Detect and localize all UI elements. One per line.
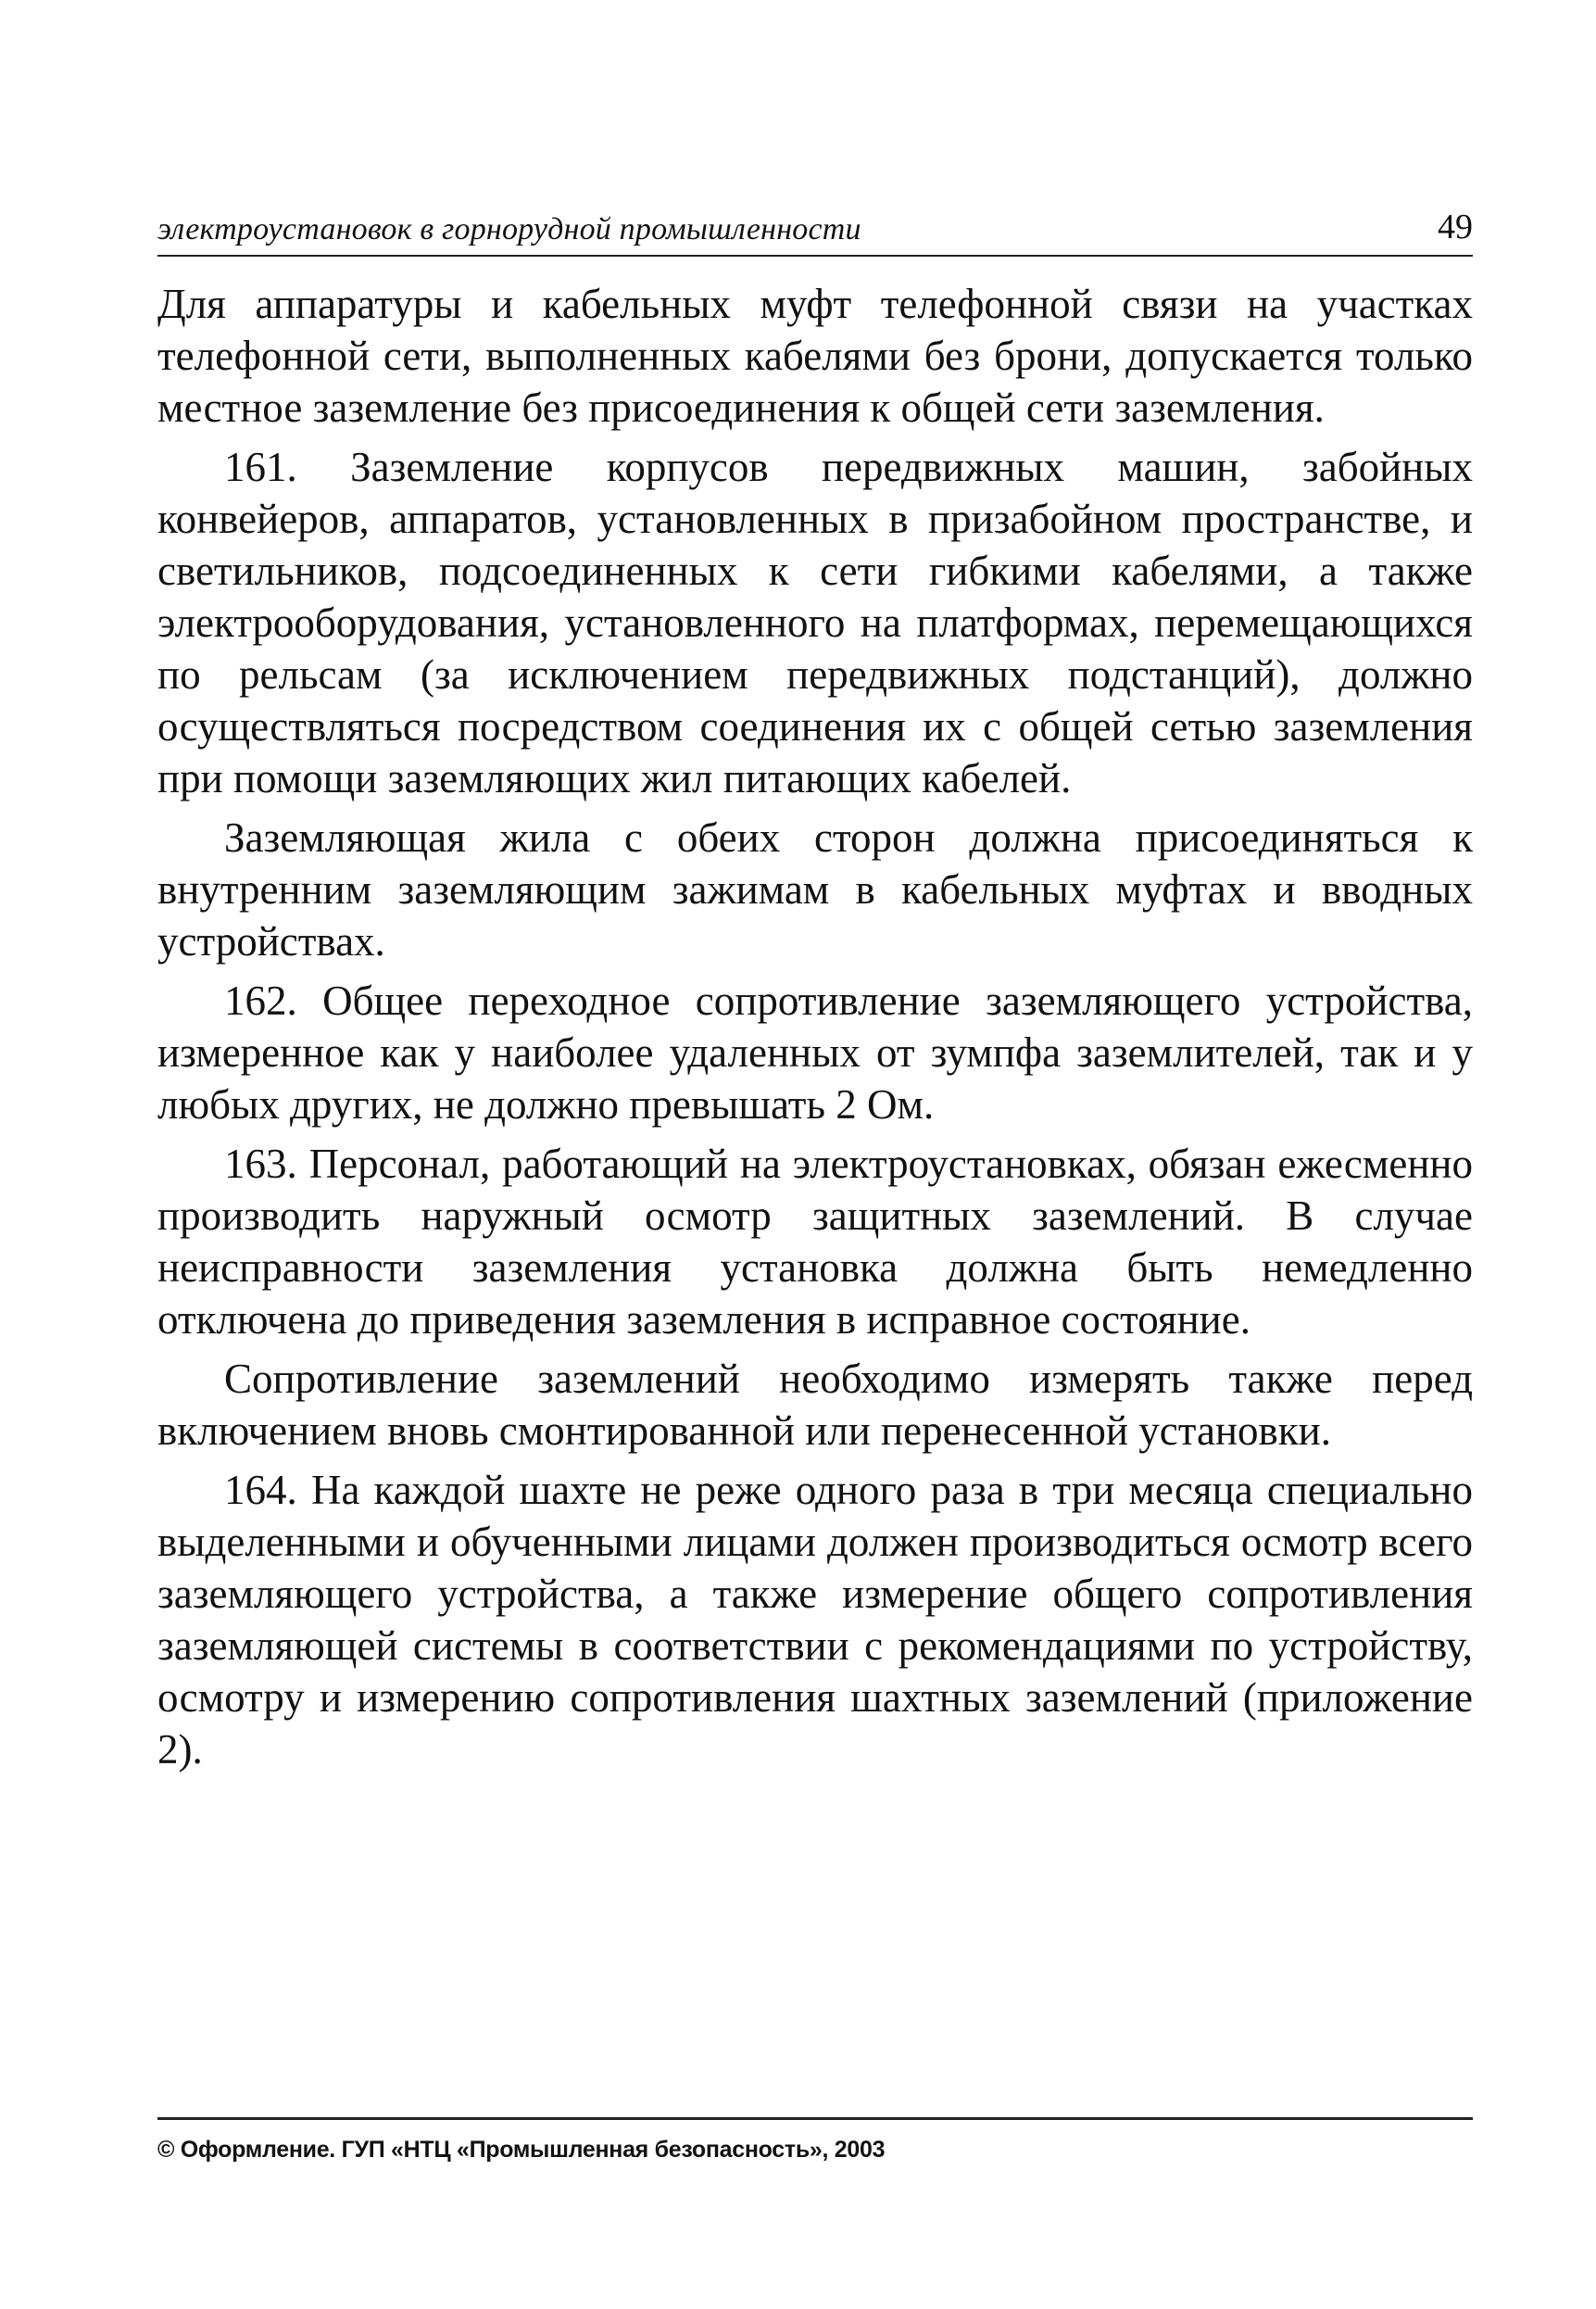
footer-divider bbox=[157, 2117, 1473, 2120]
paragraph-resistance-measurement: Сопротивление заземлений необходимо измерять также перед включением вновь смонтированной или перенесенной установки. bbox=[157, 1356, 1473, 1454]
paragraph-item-163: 163. Персонал, работающий на электроустановках, обязан ежесменно производить наружный осмотр защитных заземлений. В случае неисправности заземления установка должна быть немедленно отключена до приведения заземления в исправное состояние. bbox=[157, 1141, 1473, 1343]
body-text bbox=[157, 278, 1473, 1775]
running-title: электроустановок в горнорудной промышленности bbox=[157, 212, 861, 246]
paragraph-telephone-grounding: Для аппаратуры и кабельных муфт телефонной связи на участках телефонной сети, выполненных кабелями без брони, допускается только местное заземление без присоединения к общей сети заземления. bbox=[157, 281, 1473, 431]
paragraph-item-162: 162. Общее переходное сопротивление заземляющего устройства, измеренное как у наиболее удаленных от зумпфа заземлителей, так и у любых других, не должно превышать 2 Ом. bbox=[157, 978, 1473, 1128]
paragraph-item-164: 164. На каждой шахте не реже одного раза в три месяца специально выделенными и обученными лицами должен производиться осмотр всего заземляющего устройства, а также измерение общего сопротивления заземляющей системы в соответствии с рекомендациями по устройству, осмотру и измерению сопротивления шахтных заземлений (приложение 2). bbox=[157, 1467, 1473, 1773]
page-number: 49 bbox=[1438, 208, 1473, 246]
footer-credit: © Оформление. ГУП «НТЦ «Промышленная безопасность», 2003 bbox=[157, 2137, 886, 2163]
running-header bbox=[157, 208, 1473, 257]
paragraph-grounding-core: Заземляющая жила с обеих сторон должна присоединяться к внутренним заземляющим зажимам в кабельных муфтах и вводных устройствах. bbox=[157, 814, 1473, 965]
paragraph-item-161: 161. Заземление корпусов передвижных машин, забойных конвейеров, аппаратов, установленных в призабойном пространстве, и светильников, подсоединенных к сети гибкими кабелями, а также электрооборудования, установленного на платформах, перемещающихся по рельсам (за исключением передвижных подстанций), должно осуществляться посредством соединения их с общей сетью заземления при помощи заземляющих жил питающих кабелей. bbox=[157, 444, 1473, 801]
